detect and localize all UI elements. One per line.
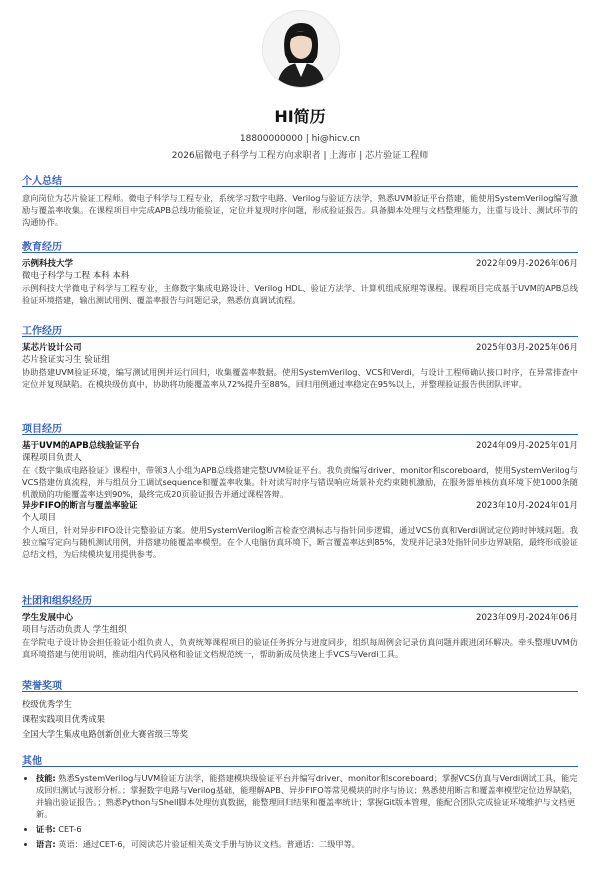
org-header <box>22 612 578 624</box>
other-section <box>22 752 578 853</box>
education-header <box>22 258 578 270</box>
summary-text: 意向岗位为芯片验证工程师。微电子科学与工程专业，系统学习数字电路、Verilog与验证方法学，熟悉UVM验证平台搭建，能使用SystemVerilog编写激励与覆盖率收集。在课程项目中完成APB总线功能验证，定位并复现时序问题，形成验证报告。具备脚本处理与文档整理能力，注重与设计、测试环节的沟通协作。 <box>22 193 578 227</box>
org-name: 学生发展中心 <box>22 613 74 623</box>
other-item-label: 证书: <box>36 824 56 834</box>
project-name: 异步FIFO的断言与覆盖率验证 <box>22 501 138 511</box>
projects-section <box>22 420 578 560</box>
avatar-photo <box>263 11 339 87</box>
work-role: 芯片验证实习生 验证组 <box>22 355 110 365</box>
work-date: 2025年03月-2025年06月 <box>476 343 578 353</box>
company-name: 某芯片设计公司 <box>22 343 82 353</box>
summary-section <box>22 172 578 228</box>
project-date: 2024年09月-2025年01月 <box>476 441 578 451</box>
section-title: 工作经历 <box>22 322 578 337</box>
other-item-text: 英语：通过CET-6，可阅读芯片验证相关英文手册与协议文档。普通话：二级甲等。 <box>58 839 360 849</box>
candidate-name: HI简历 <box>274 107 326 126</box>
org-date: 2023年09月-2024年06月 <box>476 613 578 623</box>
section-title: 个人总结 <box>22 172 578 187</box>
education-major: 微电子科学与工程 本科 本科 <box>22 271 130 281</box>
education-desc: 示例科技大学微电子科学与工程专业，主修数字集成电路设计、Verilog HDL、验证方法学、计算机组成原理等课程。课程项目完成基于UVM的APB总线验证环境搭建，输出测试用例、覆盖率报告与问题记录，熟悉仿真调试流程。 <box>22 283 578 305</box>
section-title: 荣誉奖项 <box>22 677 578 692</box>
project-header <box>22 500 578 512</box>
education-section <box>22 238 578 306</box>
award-item: 校级优秀学生 <box>22 699 72 709</box>
project-header <box>22 440 578 452</box>
other-list <box>22 772 578 850</box>
project-desc: 在《数字集成电路验证》课程中，带领3人小组为APB总线搭建完整UVM验证平台。我负责编写driver、monitor和scoreboard，使用SystemVerilog与VCS搭建仿真流程，并与组员分工调试sequence和覆盖率收集。针对读写时序与错误响应场景补充约束随机激励，在服务器单核仿真环境下使1000条随机激励的功能覆盖率达到90%，最终完成20页验证报告并通过课程答辩。 <box>22 465 578 499</box>
education-date: 2022年09月-2026年06月 <box>476 259 578 269</box>
work-section <box>22 322 578 390</box>
other-item <box>36 838 578 850</box>
other-item-text: 熟悉SystemVerilog与UVM验证方法学，能搭建模块级验证平台并编写driver、monitor和scoreboard；掌握VCS仿真与Verdi调试工具，能完成回归测试与波形分析。；掌握数字电路与Verilog基础，能理解APB、异步FIFO等常见模块的时序与协议；熟悉使用断言和覆盖率模型定位边界缺陷，并输出验证报告。；熟悉Python与Shell脚本处理仿真数据，能整理回归结果和覆盖率统计；掌握Git版本管理，能配合团队完成验证环境维护与文档更新。 <box>36 773 578 819</box>
avatar <box>262 10 340 88</box>
project-date: 2023年10月-2024年01月 <box>476 501 578 511</box>
project-desc: 个人项目，针对异步FIFO设计完整验证方案。使用SystemVerilog断言检查空满标志与指针同步逻辑，通过VCS仿真和Verdi调试定位跨时钟域问题。我独立编写定向与随机测试用例，并搭建功能覆盖率模型。在个人电脑仿真环境下，断言覆盖率达到85%，发现并记录3处指针同步边界缺陷，最终形成验证总结文档，为后续模块复用提供参考。 <box>22 525 578 559</box>
awards-section <box>22 677 578 742</box>
section-title: 社团和组织经历 <box>22 592 578 607</box>
project-name: 基于UVM的APB总线验证平台 <box>22 441 140 451</box>
org-desc: 在学院电子设计协会担任验证小组负责人，负责统筹课程项目的验证任务拆分与进度同步，组织每周例会记录仿真问题并跟进闭环解决。牵头整理UVM仿真环境搭建与使用说明，推动组内代码风格和验证文档规范统一，帮助新成员快速上手VCS与Verdi工具。 <box>22 637 578 659</box>
contact-info: 18800000000 | hi@hicv.cn <box>239 134 361 144</box>
other-item-label: 语言: <box>36 839 56 849</box>
section-title: 教育经历 <box>22 238 578 253</box>
project-role: 课程项目负责人 <box>22 453 82 463</box>
work-desc: 协助搭建UVM验证环境，编写测试用例并运行回归，收集覆盖率数据。使用SystemVerilog、VCS和Verdi，与设计工程师确认接口时序，在异常排查中定位并复现缺陷。在模块级仿真中，协助将功能覆盖率从72%提升至88%，回归用例通过率稳定在95%以上，并整理验证报告供团队评审。 <box>22 367 578 389</box>
award-item: 课程实践项目优秀成果 <box>22 714 105 724</box>
project-role: 个人项目 <box>22 513 57 523</box>
award-item: 全国大学生集成电路创新创业大赛省级三等奖 <box>22 729 188 739</box>
section-title: 其他 <box>22 752 578 767</box>
work-header <box>22 342 578 354</box>
org-role: 项目与活动负责人 学生组织 <box>22 625 127 635</box>
other-item <box>36 823 578 835</box>
org-section <box>22 592 578 660</box>
other-item <box>36 772 578 820</box>
school-name: 示例科技大学 <box>22 259 74 269</box>
job-intent: 2026届微电子科学与工程方向求职者 | 上海市 | 芯片验证工程师 <box>171 151 429 161</box>
other-item-label: 技能: <box>36 773 56 783</box>
other-item-text: CET-6 <box>58 824 82 834</box>
section-title: 项目经历 <box>22 420 578 435</box>
